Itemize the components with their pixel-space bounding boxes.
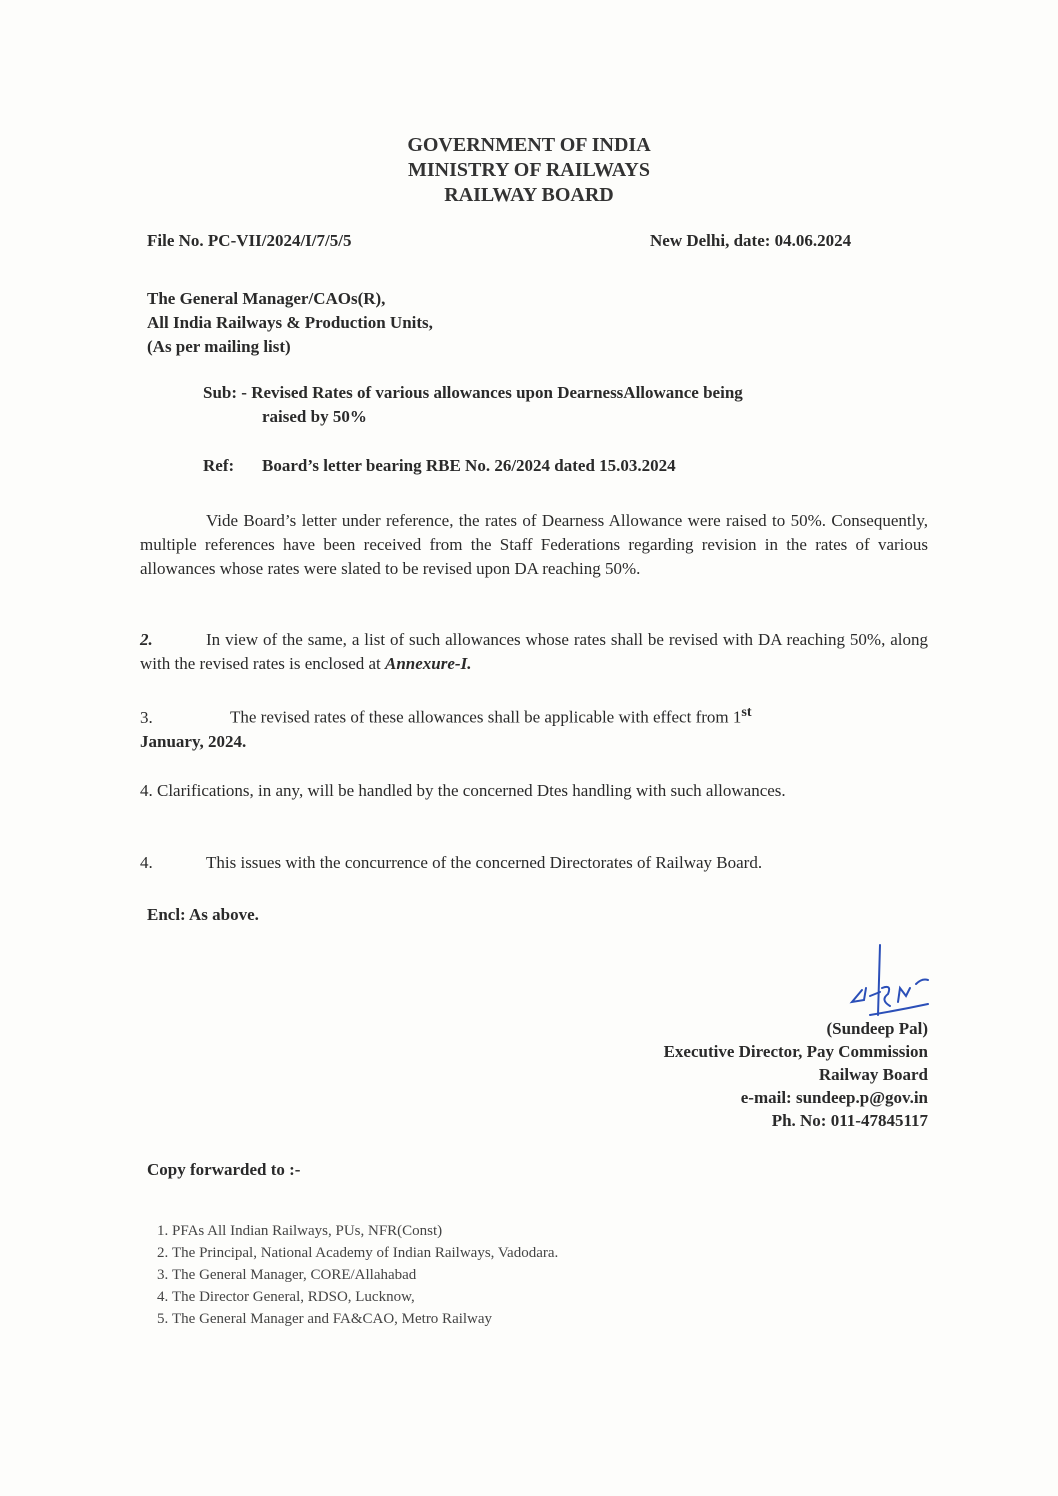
- paragraph-number: 2.: [140, 630, 153, 649]
- addressee-line: The General Manager/CAOs(R),: [147, 289, 386, 308]
- paragraph-number: 4.: [140, 853, 153, 872]
- annexure-ref: Annexure-I.: [385, 654, 472, 673]
- paragraph-number: 3.: [140, 707, 153, 727]
- signatory-office: Railway Board: [818, 1065, 928, 1084]
- subject-text-cont: raised by 50%: [262, 407, 367, 426]
- subject: [203, 381, 743, 429]
- enclosure: Encl: As above.: [147, 905, 259, 924]
- paragraph-text: The revised rates of these allowances shall be applicable with effect from 1: [230, 707, 742, 727]
- subject-label: Sub:: [203, 383, 238, 402]
- copy-list: [150, 1220, 558, 1330]
- reference: [203, 456, 676, 476]
- file-number: File No. PC-VII/2024/I/7/5/5: [147, 231, 352, 250]
- signatory-phone: Ph. No: 011-47845117: [771, 1111, 928, 1130]
- place-date: New Delhi, date: 04.06.2024: [650, 231, 852, 250]
- header-board: RAILWAY BOARD: [444, 184, 614, 206]
- paragraph-2: [140, 628, 928, 676]
- effective-date: January, 2024.: [140, 731, 247, 751]
- signatory-block: [664, 1017, 928, 1132]
- paragraph-4: 4. Clarifications, in any, will be handled by the concerned Dtes handling with such allowances.: [140, 781, 786, 800]
- reference-text: Board’s letter bearing RBE No. 26/2024 dated 15.03.2024: [262, 456, 676, 475]
- list-item: 5. The General Manager and FA&CAO, Metro Railway: [172, 1308, 558, 1330]
- addressee-line: All India Railways & Production Units,: [147, 313, 433, 332]
- header-ministry: MINISTRY OF RAILWAYS: [408, 159, 650, 181]
- signatory-name: (Sundeep Pal): [826, 1019, 928, 1038]
- paragraph-3: [140, 700, 928, 754]
- paragraph-5: [140, 851, 928, 875]
- header-govt: GOVERNMENT OF INDIA: [407, 134, 651, 156]
- list-item: 2. The Principal, National Academy of Indian Railways, Vadodara.: [172, 1242, 558, 1264]
- signatory-email: e-mail: sundeep.p@gov.in: [740, 1088, 928, 1107]
- signature-icon: [840, 940, 940, 1020]
- paragraph-1: Vide Board’s letter under reference, the rates of Dearness Allowance were raised to 50%. Consequently, multiple references have been received from the Staff Federations regarding revision in the rates of various allowances whose rates were slated to be revised upon DA reaching 50%.: [140, 511, 928, 578]
- copy-title: Copy forwarded to :-: [147, 1160, 301, 1179]
- list-item: 4. The Director General, RDSO, Lucknow,: [172, 1286, 558, 1308]
- subject-text: - Revised Rates of various allowances upon DearnessAllowance being: [241, 383, 743, 402]
- signatory-designation: Executive Director, Pay Commission: [663, 1042, 928, 1061]
- superscript: st: [741, 704, 752, 720]
- addressee-line: (As per mailing list): [147, 337, 291, 356]
- paragraph-text: In view of the same, a list of such allowances whose rates shall be revised with DA reaching 50%, along with the revised rates is enclosed at: [140, 630, 928, 673]
- paragraph-text: This issues with the concurrence of the concerned Directorates of Railway Board.: [206, 853, 763, 872]
- reference-label: Ref:: [203, 456, 235, 475]
- addressee: [147, 287, 433, 359]
- list-item: 1. PFAs All Indian Railways, PUs, NFR(Const): [172, 1220, 558, 1242]
- list-item: 3. The General Manager, CORE/Allahabad: [172, 1264, 558, 1286]
